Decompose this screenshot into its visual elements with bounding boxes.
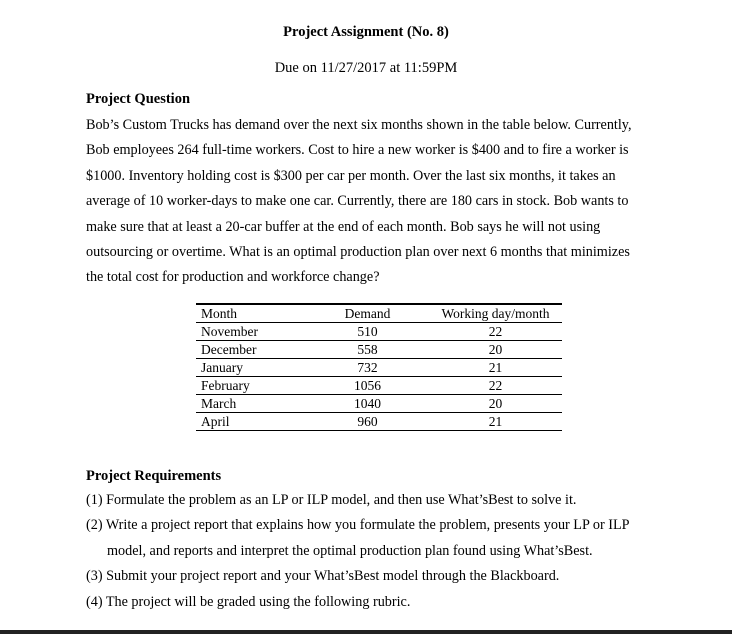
project-requirements-heading: Project Requirements bbox=[86, 468, 222, 484]
month-cell: March bbox=[196, 395, 306, 413]
working-days-cell: 20 bbox=[429, 395, 562, 413]
month-cell: April bbox=[196, 413, 306, 431]
question-line: the total cost for production and workforce change? bbox=[86, 269, 380, 286]
demand-cell: 960 bbox=[306, 413, 429, 431]
month-cell: February bbox=[196, 377, 306, 395]
demand-cell: 558 bbox=[306, 341, 429, 359]
requirements-list bbox=[86, 488, 686, 615]
table-row bbox=[196, 323, 562, 341]
table-header-row bbox=[196, 304, 562, 323]
question-line: outsourcing or overtime. What is an optimal production plan over next 6 months that minimizes bbox=[86, 243, 630, 260]
question-line: make sure that at least a 20-car buffer at the end of each month. Bob says he will not using bbox=[86, 218, 601, 235]
due-date: Due on 11/27/2017 at 11:59PM bbox=[274, 60, 458, 76]
header-demand: Demand bbox=[306, 304, 429, 323]
month-cell: November bbox=[196, 323, 306, 341]
table-row bbox=[196, 377, 562, 395]
question-line: Bob employees 264 full-time workers. Cost to hire a new worker is $400 and to fire a worker is bbox=[86, 142, 629, 159]
project-question-heading: Project Question bbox=[86, 91, 191, 107]
requirement-item: (2) Write a project report that explains how you formulate the problem, presents your LP or ILP bbox=[86, 517, 630, 534]
demand-cell: 732 bbox=[306, 359, 429, 377]
month-cell: January bbox=[196, 359, 306, 377]
month-cell: December bbox=[196, 341, 306, 359]
demand-cell: 510 bbox=[306, 323, 429, 341]
project-question-paragraph bbox=[86, 113, 656, 291]
working-days-cell: 20 bbox=[429, 341, 562, 359]
table-row bbox=[196, 395, 562, 413]
demand-cell: 1056 bbox=[306, 377, 429, 395]
header-month: Month bbox=[196, 304, 306, 323]
page-bottom-divider bbox=[0, 630, 732, 634]
question-line: $1000. Inventory holding cost is $300 per car per month. Over the last six months, it takes an bbox=[86, 167, 616, 184]
requirement-item: (3) Submit your project report and your What’sBest model through the Blackboard. bbox=[86, 568, 560, 585]
requirement-item: (1) Formulate the problem as an LP or ILP model, and then use What’sBest to solve it. bbox=[86, 492, 577, 508]
demand-table bbox=[196, 303, 562, 431]
header-working-days: Working day/month bbox=[429, 304, 562, 323]
question-line: Bob’s Custom Trucks has demand over the next six months shown in the table below. Currently, bbox=[86, 117, 632, 133]
question-line: average of 10 worker-days to make one car. Currently, there are 180 cars in stock. Bob wants to bbox=[86, 193, 629, 210]
table-row bbox=[196, 413, 562, 431]
document-title: Project Assignment (No. 8) bbox=[283, 24, 449, 40]
working-days-cell: 21 bbox=[429, 413, 562, 431]
demand-cell: 1040 bbox=[306, 395, 429, 413]
working-days-cell: 21 bbox=[429, 359, 562, 377]
table-row bbox=[196, 341, 562, 359]
requirement-item-continuation: model, and reports and interpret the optimal production plan found using What’sBest. bbox=[107, 542, 593, 559]
table-row bbox=[196, 359, 562, 377]
working-days-cell: 22 bbox=[429, 377, 562, 395]
requirement-item: (4) The project will be graded using the following rubric. bbox=[86, 593, 411, 610]
working-days-cell: 22 bbox=[429, 323, 562, 341]
